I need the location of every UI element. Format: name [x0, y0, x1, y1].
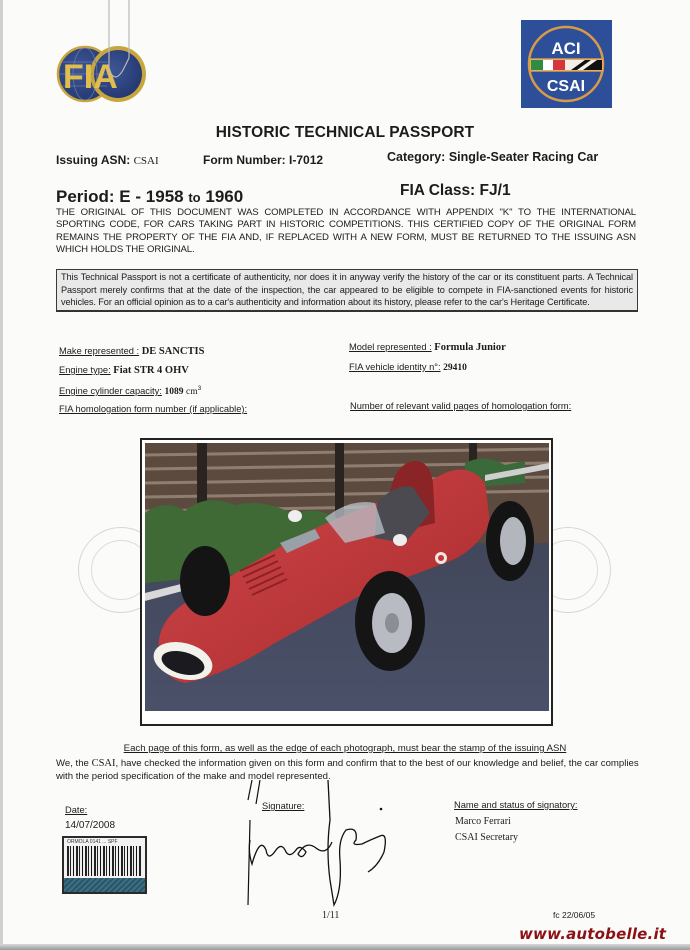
homologation-pages-field: [350, 401, 571, 411]
engine-type-value: Fiat STR 4 OHV: [113, 365, 189, 376]
category-value: Single-Seater Racing Car: [448, 150, 599, 164]
period-from: 1958: [145, 187, 184, 206]
model-label: Model represented :: [349, 342, 432, 352]
vehicle-identity-label: FIA vehicle identity n°:: [349, 362, 441, 372]
aci-csai-logo: [521, 20, 612, 108]
form-number-value: I-7012: [289, 153, 324, 167]
barcode-icon: [67, 846, 141, 876]
disclaimer-box: This Technical Passport is not a certificate of authenticity, nor does it in anyway verify the history of the car or its constituent parts. A Technical Passport merely confirms that at the date of the inspection, the car appeared to be eligible to compete in FIA-sanctioned events for historic vehicles. For an official opinion as to a car's authenticity and information about its history, please refer to the car's Heritage Certificate.: [56, 269, 638, 312]
period-label: Period:: [56, 187, 115, 206]
fia-class-value: FJ/1: [479, 182, 511, 199]
barcode-sticker: [62, 836, 147, 894]
period-dash: -: [135, 187, 142, 206]
capacity-unit: cm: [186, 387, 198, 398]
period-to-word: to: [188, 190, 201, 205]
make-value: DE SANCTIS: [141, 346, 205, 357]
declaration-text: , have checked the information given on this form and confirm that to the best of our knowledge and belief, the car complies with the period specification of the make and model represented.: [56, 758, 639, 782]
page-edge: [0, 0, 3, 950]
svg-text:ACI: ACI: [551, 39, 581, 58]
fia-class-label: FIA Class:: [400, 182, 476, 199]
signatory-name: Marco Ferrari: [455, 816, 511, 827]
period-to: 1960: [205, 187, 244, 206]
declaration-asn: CSAI: [91, 758, 116, 769]
capacity-unit-sup: 3: [197, 385, 202, 392]
capacity-field: [59, 385, 201, 397]
signature-label: Signature:: [262, 801, 305, 811]
barcode-hologram: [64, 878, 145, 892]
engine-type-label: Engine type:: [59, 365, 111, 375]
engine-type-field: [59, 365, 189, 376]
homologation-field: [59, 404, 247, 414]
date-value: 14/07/2008: [65, 820, 116, 831]
svg-text:FIA: FIA: [63, 58, 118, 96]
barcode-text: ORMOLA 0141 ... SPF: [67, 839, 118, 845]
stamp-note: Each page of this form, as well as the edge of each photograph, must bear the stamp of the issuing ASN: [123, 743, 567, 754]
form-number: [203, 153, 323, 167]
period-code: E: [119, 187, 131, 206]
page-bottom-edge: [0, 944, 690, 950]
svg-text:CSAI: CSAI: [546, 78, 586, 95]
vehicle-identity-value: 29410: [443, 363, 467, 373]
homologation-pages-label: Number of relevant valid pages of homologation form:: [350, 401, 572, 411]
signatory-label: Name and status of signatory:: [454, 800, 578, 810]
form-number-label: Form Number:: [203, 153, 286, 167]
capacity-label: Engine cylinder capacity:: [59, 386, 162, 397]
watermark: www.autobelle.it: [519, 925, 667, 943]
fia-logo: [55, 42, 147, 104]
capacity-value: 1089: [164, 387, 184, 398]
date-label: Date:: [65, 805, 88, 815]
issuing-asn-label: Issuing ASN:: [56, 153, 131, 167]
model-value: Formula Junior: [434, 342, 506, 353]
fia-class: [400, 182, 511, 200]
vehicle-identity-field: [349, 362, 467, 373]
issuing-asn-value: CSAI: [133, 155, 159, 167]
handwritten-signature: [230, 780, 410, 915]
make-field: [59, 346, 204, 357]
category: [387, 150, 598, 164]
page-number: 1/11: [322, 910, 340, 921]
model-field: [349, 342, 506, 353]
make-label: Make represented :: [59, 346, 140, 356]
category-label: Category:: [387, 150, 446, 164]
period: [56, 187, 243, 207]
form-code: fc 22/06/05: [553, 910, 596, 920]
legal-notice: THE ORIGINAL OF THIS DOCUMENT WAS COMPLETED IN ACCORDANCE WITH APPENDIX "K" TO THE INTERNATIONAL SPORTING CODE, FOR CARS TAKING PART IN HISTORIC COMPETITIONS. THIS CERTIFIED COPY OF THE ORIGINAL FORM REMAINS THE PROPERTY OF THE FIA AND, IF REPLACED WITH A NEW FORM, MUST BE RETURNED TO THE ISSUING ASN WHICH HOLDS THE ORIGINAL.: [56, 207, 636, 256]
homologation-label: FIA homologation form number (if applicable):: [59, 404, 248, 414]
declaration-prefix: We, the: [56, 758, 89, 769]
issuing-asn: [56, 153, 159, 167]
car-photo: [145, 443, 549, 711]
document-title: HISTORIC TECHNICAL PASSPORT: [215, 124, 475, 141]
signatory-status: CSAI Secretary: [455, 832, 519, 843]
